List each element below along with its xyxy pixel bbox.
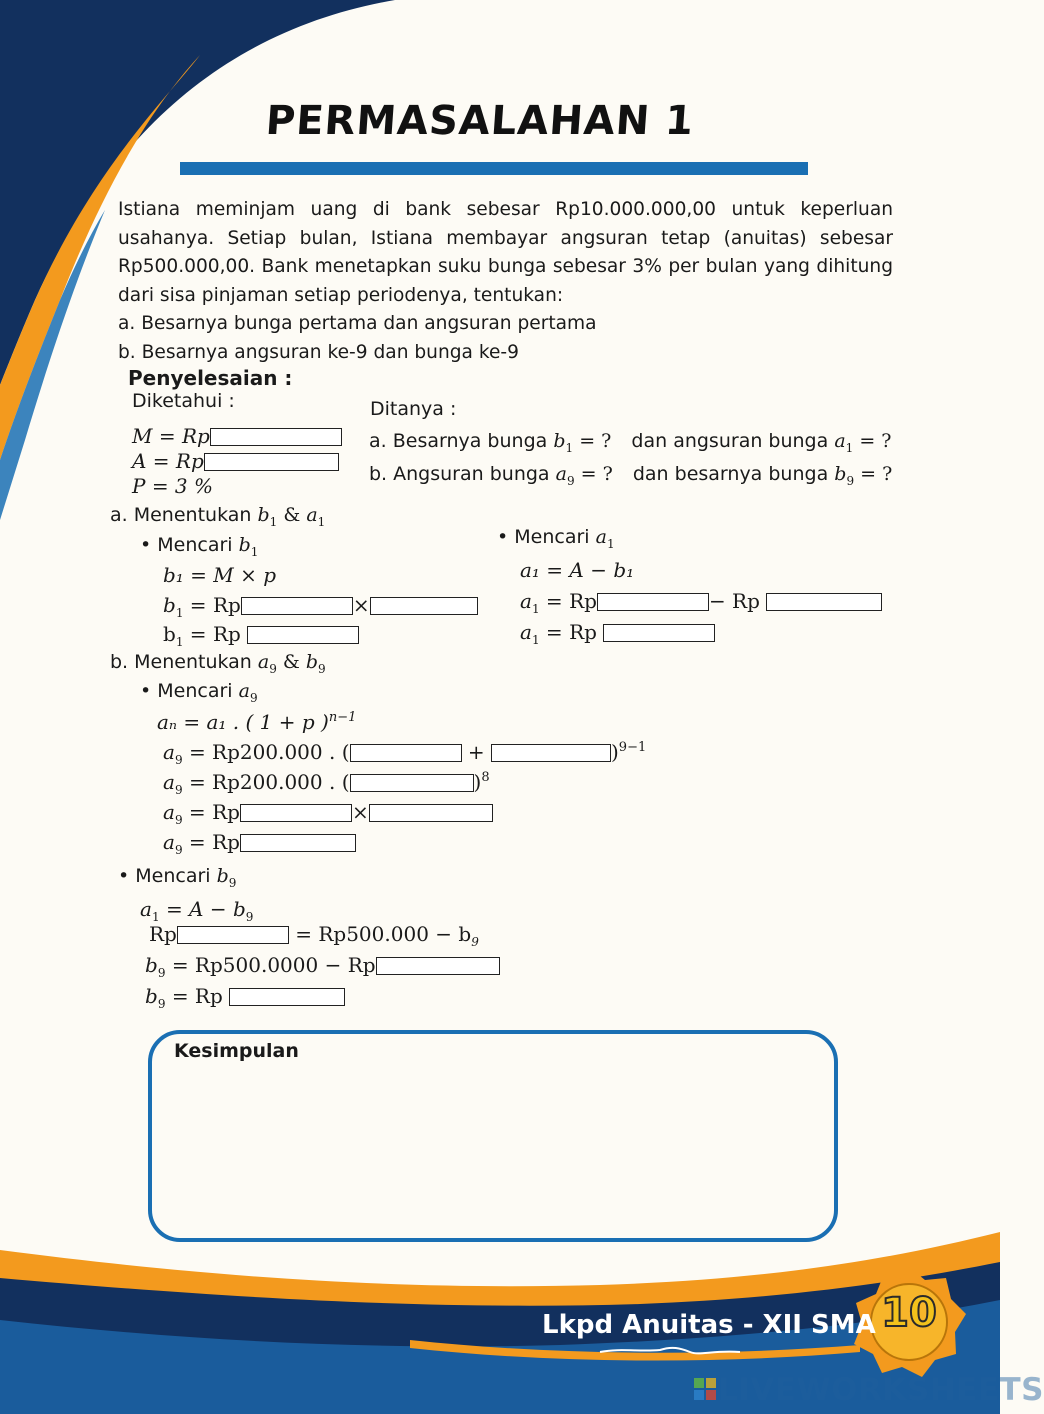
b9-row-3 — [145, 984, 345, 1011]
input-b1-amount[interactable] — [241, 597, 353, 615]
a9-rp-4: Rp — [212, 830, 240, 854]
a9-exponent-8: 8 — [481, 770, 490, 785]
problem-line-5: a. Besarnya bunga pertama dan angsuran pertama — [118, 313, 597, 334]
solution-heading: Penyelesaian : — [128, 366, 293, 390]
problem-statement — [118, 196, 893, 367]
problem-line-4: dari sisa pinjaman setiap periodenya, tentukan: — [118, 284, 564, 306]
find-a9-text: • Mencari — [140, 680, 233, 702]
b1-rp-2: Rp — [212, 593, 241, 617]
problem-line-6: b. Besarnya angsuran ke-9 dan bunga ke-9 — [118, 341, 519, 363]
part-b-heading-text: b. Menentukan — [110, 651, 252, 673]
asked-q-3: = ? — [580, 463, 613, 485]
asked-q-2: = ? — [859, 430, 892, 452]
known-M-label: M = Rp — [132, 424, 210, 448]
input-a9-a1[interactable] — [240, 804, 352, 822]
asked-a9-symbol: $a_9$ — [555, 463, 575, 488]
a9-times: × — [351, 800, 369, 824]
asked-b-mid: dan besarnya bunga — [632, 463, 829, 485]
known-A-label: A = Rp — [132, 449, 204, 473]
input-b9-result[interactable] — [229, 988, 345, 1006]
b9-rp-1: Rp — [149, 922, 177, 946]
b1-formula: b₁ = M × p — [163, 563, 277, 587]
a9-row-3: $a_9 = Rp$ × — [163, 800, 493, 827]
b1-symbol-3: $b_1$ — [163, 622, 184, 649]
asked-a-mid: dan angsuran bunga — [631, 430, 829, 452]
input-b9-sub[interactable] — [376, 957, 500, 975]
problem-line-3: Rp500.000,00. Bank menetapkan suku bunga sebesar 3% per bulan yang dihitung — [118, 256, 893, 277]
find-b1-heading — [140, 534, 258, 559]
page-number: 10 — [881, 1290, 937, 1336]
b9-formula-text: = A − b — [165, 897, 246, 921]
a1-symbol-3: $a_1$ — [520, 620, 540, 647]
asked-a-text: a. Besarnya bunga — [369, 430, 548, 452]
find-a1-heading — [497, 526, 615, 551]
b9-row-2 — [145, 953, 500, 980]
conclusion-label: Kesimpulan — [174, 1040, 299, 1062]
b9-formula: $a_1 = A - b_9$ — [140, 897, 254, 924]
asked-b-text: b. Angsuran bunga — [369, 463, 550, 485]
b9-row-2-text: = Rp500.0000 − Rp — [171, 953, 376, 977]
a9-rp-3: Rp — [212, 800, 240, 824]
a1-row-3: $a_1 = Rp$ — [520, 620, 715, 647]
part-a-a1: $a_1$ — [306, 504, 326, 529]
find-b9-symbol: $b_9$ — [216, 865, 237, 890]
b1-rp-3: Rp — [212, 622, 241, 646]
find-b1-text: • Mencari — [140, 534, 233, 556]
a9-row-1: $a_9 = Rp200.000$ . ( + )$^{9-1}$ — [163, 740, 647, 767]
input-a9-one[interactable] — [350, 744, 462, 762]
title-underline — [180, 162, 808, 175]
asked-b9-symbol: $b_9$ — [834, 463, 855, 488]
part-a-b1: $b_1$ — [257, 504, 278, 529]
find-a1-text: • Mencari — [497, 526, 590, 548]
a1-rp-3: Rp — [569, 620, 597, 644]
input-a1-result[interactable] — [603, 624, 715, 642]
asked-a1-symbol: $a_1$ — [834, 430, 854, 455]
part-a-amp: & — [283, 504, 301, 526]
an-formula-text: aₙ = a₁ . ( 1 + p ) — [157, 710, 329, 734]
asked-label: Ditanya : — [370, 398, 457, 420]
a9-symbol-3: $a_9$ — [163, 800, 183, 827]
a1-row-2: $a_1 = Rp - Rp$ — [520, 589, 882, 616]
part-b-amp: & — [282, 651, 300, 673]
find-b9-text: • Mencari — [118, 865, 211, 887]
part-b-b9: $b_9$ — [305, 651, 326, 676]
a9-symbol-1: $a_9$ — [163, 740, 183, 767]
b9-symbol-2: $b_9$ — [145, 953, 166, 980]
b9-row-3-text: = Rp — [171, 984, 223, 1008]
asked-b-row — [369, 463, 892, 488]
a9-symbol-2: $a_9$ — [163, 770, 183, 797]
an-formula — [157, 710, 356, 734]
input-M[interactable] — [210, 428, 342, 446]
a9-row-1-prefix: = Rp200.000 . ( — [188, 740, 350, 764]
a1-symbol-2: $a_1$ — [520, 589, 540, 616]
b1-row-2: $b_1 = Rp$ × — [163, 593, 478, 620]
input-a9-base[interactable] — [350, 774, 474, 792]
an-exponent: n−1 — [328, 710, 357, 725]
find-b1-symbol: $b_1$ — [238, 534, 259, 559]
a1-rp-2: Rp — [569, 589, 597, 613]
input-a1-A[interactable] — [597, 593, 709, 611]
a9-row-2: $a_9 = Rp200.000$ . ( )$^8$ — [163, 770, 490, 797]
b1-symbol-2: $b_1$ — [163, 593, 184, 620]
b9-row-1: $Rp = Rp500.000 - b_9$ — [149, 922, 479, 949]
input-b9-a9[interactable] — [177, 926, 289, 944]
problem-line-1: Istiana meminjam uang di bank sebesar Rp10.000.000,00 untuk keperluan — [118, 199, 893, 220]
b1-times: × — [352, 593, 370, 617]
footer-title: Lkpd Anuitas - XII SMA — [542, 1310, 876, 1340]
input-b1-rate[interactable] — [370, 597, 478, 615]
asked-a-row — [369, 430, 891, 455]
find-a9-heading — [140, 680, 258, 705]
input-a9-result[interactable] — [240, 834, 356, 852]
asked-q-1: = ? — [579, 430, 612, 452]
find-a1-symbol: $a_1$ — [595, 526, 615, 551]
page-title: PERMASALAHAN 1 — [264, 98, 696, 144]
b9-symbol-3: $b_9$ — [145, 984, 166, 1011]
a9-plus: + — [467, 740, 485, 764]
a9-row-4: $a_9 = Rp$ — [163, 830, 356, 857]
known-M-row — [132, 424, 342, 448]
input-a9-p[interactable] — [491, 744, 611, 762]
problem-line-2: usahanya. Setiap bulan, Istiana membayar angsuran tetap (anuitas) sebesar — [118, 227, 893, 249]
part-a-heading-text: a. Menentukan — [110, 504, 252, 526]
part-b-heading — [110, 651, 326, 676]
a9-symbol-4: $a_9$ — [163, 830, 183, 857]
input-a9-power[interactable] — [369, 804, 493, 822]
input-a1-b1[interactable] — [766, 593, 882, 611]
part-b-a9: $a_9$ — [257, 651, 277, 676]
b9-row-1-suffix: = Rp500.000 − b — [295, 922, 472, 946]
a9-exponent-9-1: 9−1 — [618, 740, 647, 755]
asked-b1-symbol: $b_1$ — [553, 430, 574, 455]
input-b1-result[interactable] — [247, 626, 359, 644]
a9-row-2-prefix: = Rp200.000 . ( — [188, 770, 350, 794]
b1-row-3: $b_1 = Rp$ — [163, 622, 359, 649]
part-a-heading — [110, 504, 325, 529]
find-b9-heading — [118, 865, 236, 890]
known-label: Diketahui : — [132, 390, 235, 412]
a1-formula: a₁ = A − b₁ — [520, 558, 635, 582]
asked-q-4: = ? — [860, 463, 893, 485]
known-P-row: P = 3 % — [132, 474, 214, 498]
find-a9-symbol: $a_9$ — [238, 680, 258, 705]
liveworksheets-watermark: LIVEWORKSHEETS — [718, 1372, 1044, 1408]
a1-minus-rp: − Rp — [708, 589, 760, 613]
known-A-row — [132, 449, 339, 473]
input-A[interactable] — [204, 453, 339, 471]
